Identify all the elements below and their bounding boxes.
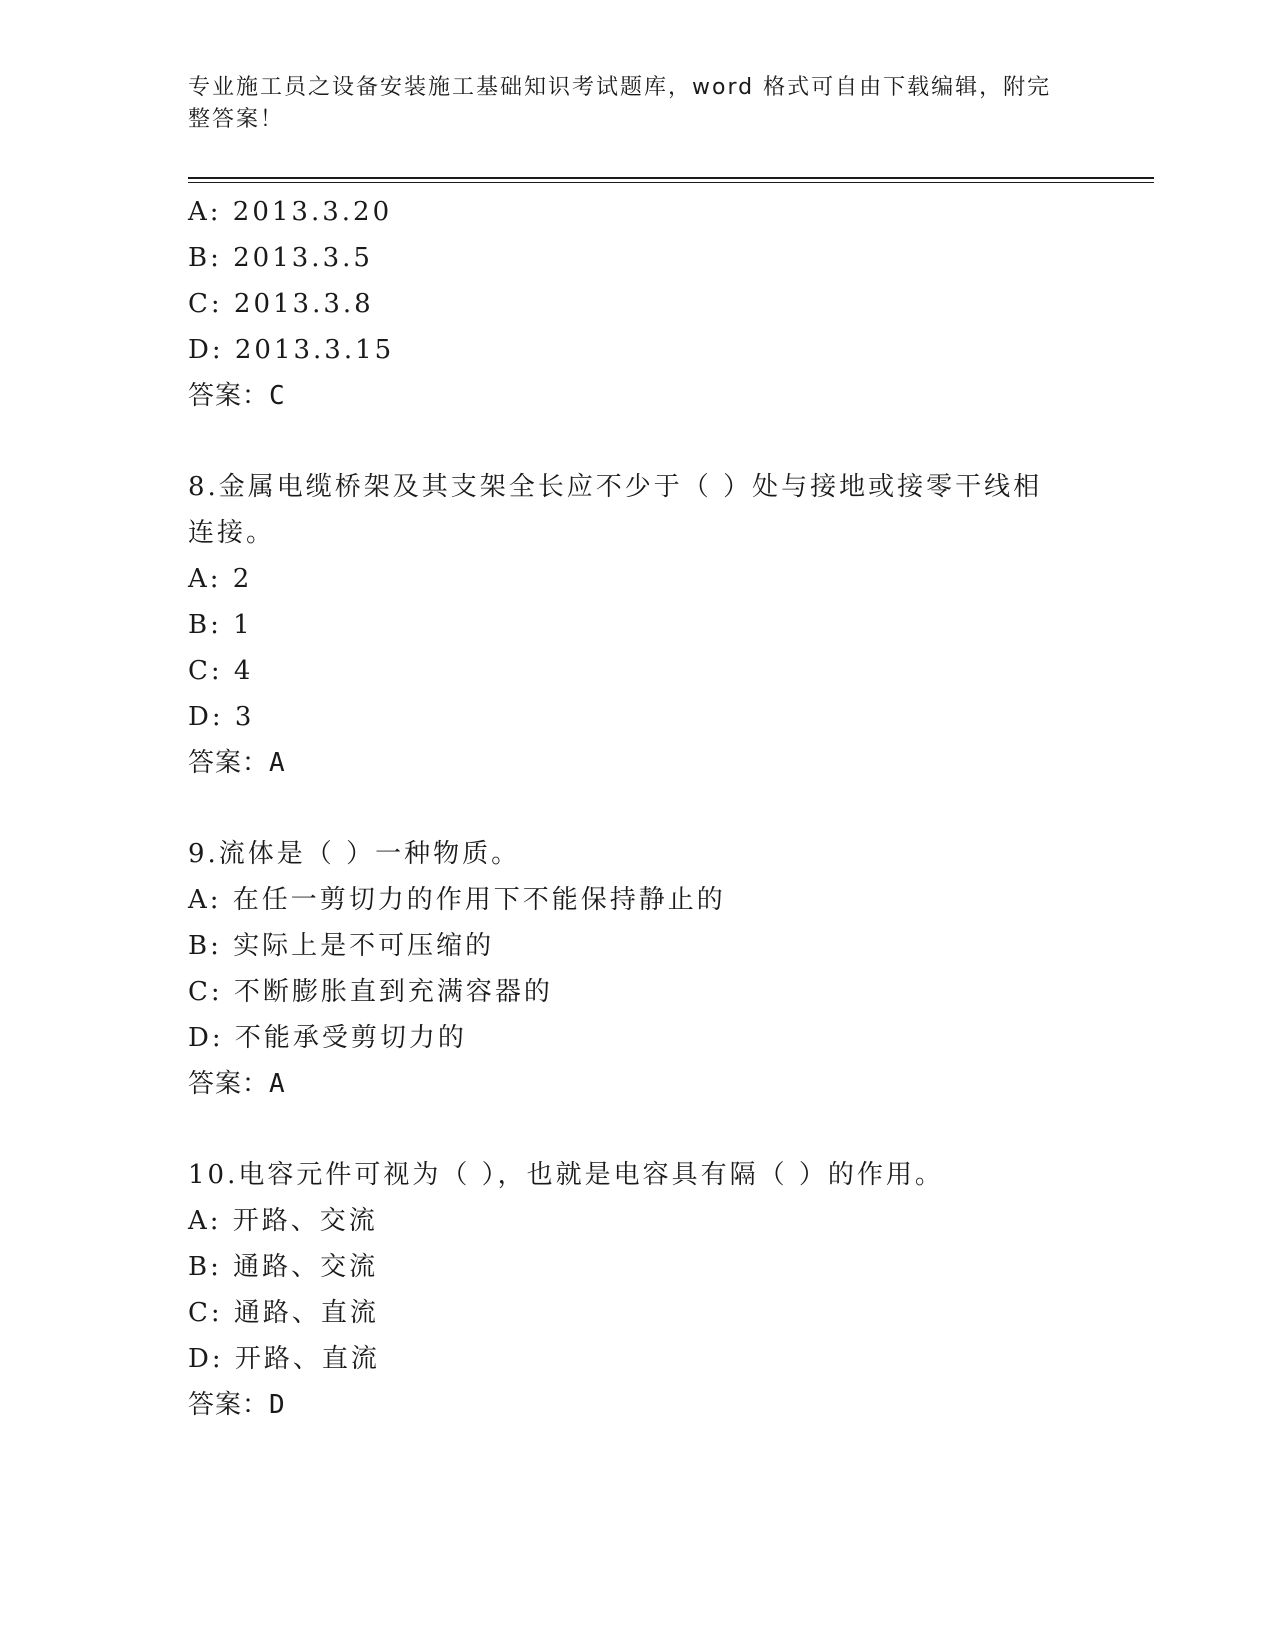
option-a: A: 2013.3.20	[188, 197, 393, 227]
option-b: B: 通路、交流	[188, 1252, 379, 1282]
answer-label: 答案：	[188, 748, 270, 778]
header-divider-thin	[188, 182, 1154, 183]
spacer	[188, 419, 1088, 464]
question-list	[188, 189, 1088, 1428]
answer-line	[188, 740, 1088, 786]
answer-line	[188, 1061, 1088, 1107]
answer-value: D	[269, 1390, 286, 1420]
answer-line	[188, 1382, 1088, 1428]
spacer	[188, 786, 1088, 831]
option-d: D: 3	[188, 702, 255, 732]
option-a: A: 在任一剪切力的作用下不能保持静止的	[188, 885, 726, 915]
option-b: B: 1	[188, 610, 253, 640]
header-divider-thick	[188, 177, 1154, 179]
option-a: A: 2	[188, 564, 253, 594]
question-block-8	[188, 464, 1088, 786]
answer-label: 答案：	[188, 381, 270, 411]
option-d: D: 不能承受剪切力的	[188, 1023, 467, 1053]
question-block-10	[188, 1152, 1088, 1428]
question-block-9	[188, 831, 1088, 1107]
option-a: A: 开路、交流	[188, 1206, 378, 1236]
option-b: B: 实际上是不可压缩的	[188, 931, 495, 961]
question-text: 8.金属电缆桥架及其支架全长应不少于（ ）处与接地或接零干线相连接。	[188, 472, 1043, 548]
option-c: C: 通路、直流	[188, 1298, 379, 1328]
answer-value: A	[269, 748, 286, 778]
option-c: C: 2013.3.8	[188, 289, 374, 319]
question-block-7	[188, 189, 1088, 419]
answer-label: 答案：	[188, 1069, 270, 1099]
option-d: D: 开路、直流	[188, 1344, 380, 1374]
answer-value: C	[269, 381, 286, 411]
answer-value: A	[269, 1069, 286, 1099]
answer-label: 答案：	[188, 1390, 270, 1420]
spacer	[188, 1107, 1088, 1152]
option-b: B: 2013.3.5	[188, 243, 373, 273]
option-c: C: 不断膨胀直到充满容器的	[188, 977, 553, 1007]
question-text: 9.流体是（ ）一种物质。	[188, 839, 521, 869]
option-d: D: 2013.3.15	[188, 335, 395, 365]
answer-line	[188, 373, 1088, 419]
option-c: C: 4	[188, 656, 254, 686]
question-text: 10.电容元件可视为（ ），也就是电容具有隔（ ）的作用。	[188, 1160, 944, 1190]
document-header: 专业施工员之设备安装施工基础知识考试题库，word 格式可自由下载编辑，附完整答案！	[188, 75, 1052, 132]
